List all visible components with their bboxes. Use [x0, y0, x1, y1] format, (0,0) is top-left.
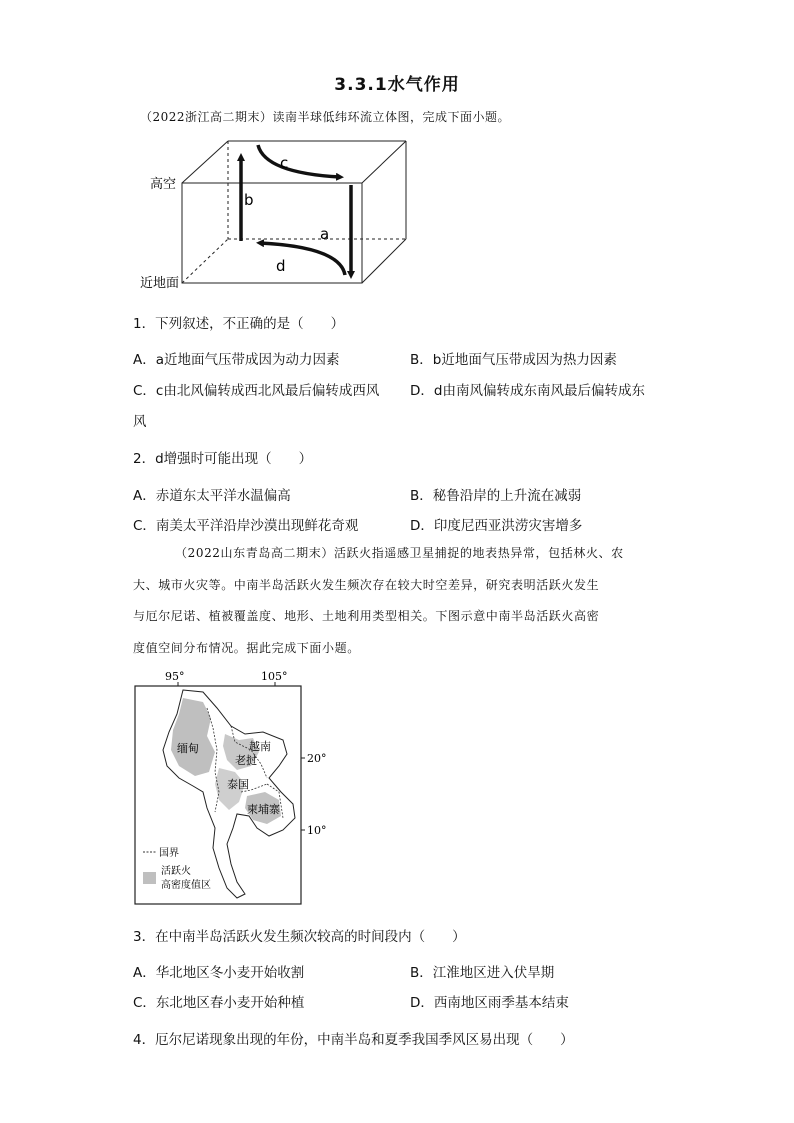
intro-2-line-3: 与厄尔尼诺、植被覆盖度、地形、土地利用类型相关。下图示意中南半岛活跃火高密: [133, 609, 600, 623]
legend-fire-symbol: [143, 872, 156, 884]
question-1-stem: 1．下列叙述，不正确的是（ ）: [133, 316, 345, 332]
question-2-option-a: A．赤道东太平洋水温偏高: [133, 488, 291, 504]
label-myanmar: 缅甸: [177, 742, 199, 755]
question-3-option-c: C．东北地区春小麦开始种植: [133, 995, 305, 1011]
intro-2-line-1: （2022山东青岛高二期末）活跃火指遥感卫星捕捉的地表热异常，包括林火、农: [175, 546, 624, 560]
label-a: a: [320, 225, 330, 243]
legend-fire-label-2: 高密度值区: [161, 880, 211, 891]
intro-2-paragraph: [133, 538, 663, 664]
page-title: 3.3.1水气作用: [334, 75, 460, 95]
arrow-d: [260, 243, 345, 275]
label-thailand: 泰国: [227, 778, 249, 791]
question-2-option-d: D．印度尼西亚洪涝灾害增多: [410, 518, 583, 534]
circulation-diagram: [140, 135, 420, 295]
intro-2-line-2: 大、城市火灾等。中南半岛活跃火发生频次存在较大时空差异，研究表明活跃火发生: [133, 577, 600, 592]
question-3-option-b: B．江淮地区进入伏旱期: [410, 965, 555, 981]
intro-1: [140, 108, 510, 125]
label-high-altitude: 高空: [150, 177, 177, 192]
latitude-10: 10°: [307, 824, 327, 837]
question-1-option-a: A．a近地面气压带成因为动力因素: [133, 352, 340, 368]
label-d: d: [276, 257, 286, 275]
intro-1-source: （2022浙江高二期末）: [140, 110, 273, 124]
question-1-option-b: B．b近地面气压带成因为热力因素: [410, 352, 617, 368]
question-3-stem: 3．在中南半岛活跃火发生频次较高的时间段内（ ）: [133, 929, 466, 945]
question-1-option-c: C．c由北风偏转成西北风最后偏转成西风: [133, 383, 380, 399]
label-cambodia: 柬埔寨: [247, 803, 280, 816]
legend-border-label: 国界: [159, 848, 179, 859]
box-front-face: [182, 183, 362, 283]
label-laos: 老挝: [235, 754, 257, 767]
label-b: b: [244, 191, 254, 209]
intro-2-line-4: 度值空间分布情况。据此完成下面小题。: [133, 640, 360, 655]
latitude-20: 20°: [307, 752, 327, 765]
question-4-stem: 4．厄尔尼诺现象出现的年份，中南半岛和夏季我国季风区易出现（ ）: [133, 1032, 574, 1048]
longitude-105: 105°: [261, 670, 288, 683]
intro-1-text: 读南半球低纬环流立体图，完成下面小题。: [272, 110, 511, 124]
legend-fire-label-1: 活跃火: [161, 866, 191, 877]
question-2-stem: 2．d增强时可能出现（ ）: [133, 451, 313, 467]
longitude-95: 95°: [165, 670, 185, 683]
label-vietnam: 越南: [249, 740, 271, 753]
question-3-option-d: D．西南地区雨季基本结束: [410, 995, 569, 1011]
label-c: c: [280, 154, 289, 172]
arrow-c: [258, 145, 340, 177]
question-2-option-c: C．南美太平洋沿岸沙漠出现鲜花奇观: [133, 518, 359, 534]
indochina-fire-map: [133, 668, 338, 908]
question-2-option-b: B．秘鲁沿岸的上升流在减弱: [410, 488, 582, 504]
question-3-option-a: A．华北地区冬小麦开始收割: [133, 965, 305, 981]
question-1-option-c-wrap: 风: [133, 414, 147, 430]
label-near-ground: 近地面: [140, 276, 180, 291]
question-1-option-d: D．d由南风偏转成东南风最后偏转成东: [410, 383, 645, 399]
